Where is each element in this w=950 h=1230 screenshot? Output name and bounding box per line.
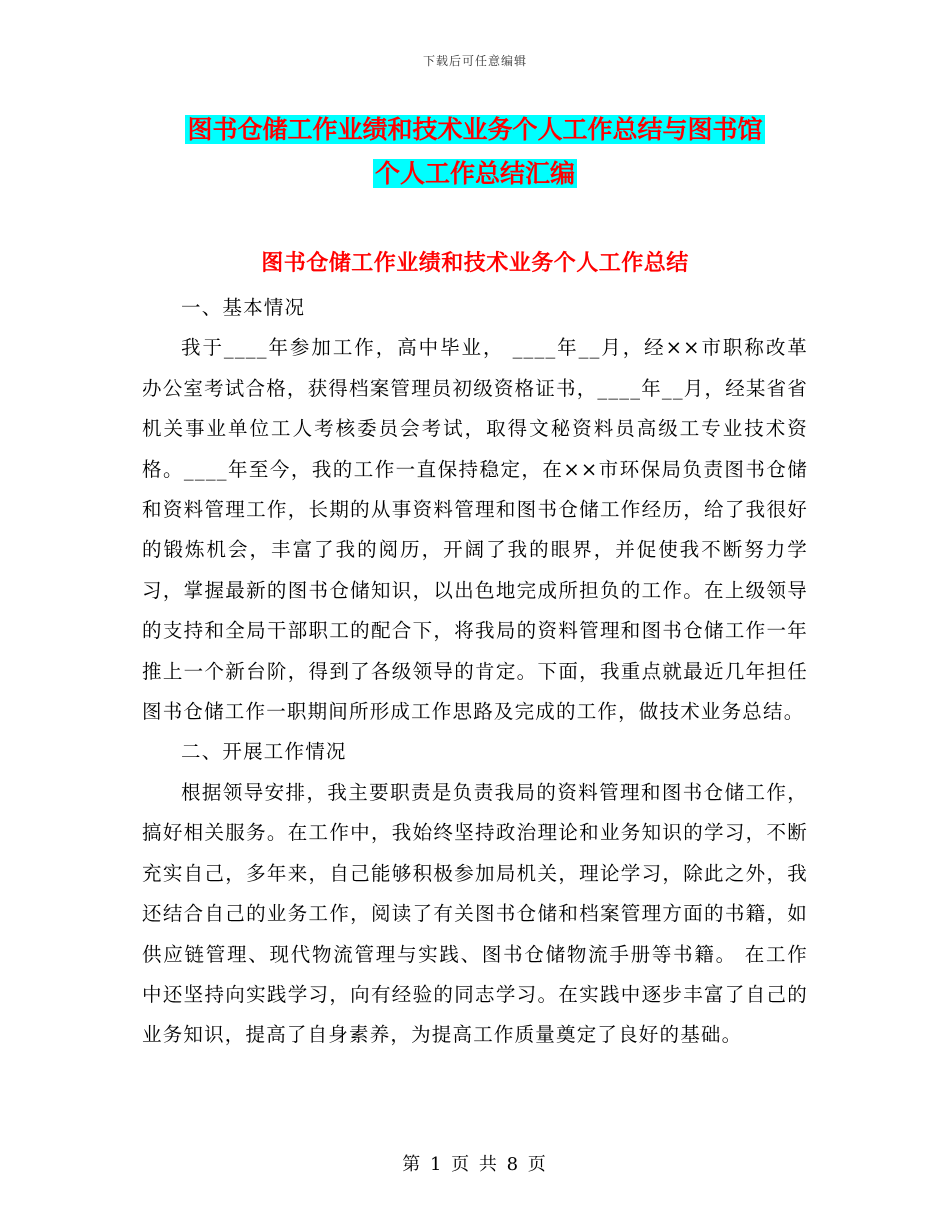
paragraph-work-status: 根据领导安排，我主要职责是负责我局的资料管理和图书仓储工作，搞好相关服务。在工作中，我始终坚持政治理论和业务知识的学习，不断充实自己，多年来，自己能够积极参加局机关，理论学习，除此之外，我还结合自己的业务工作，阅读了有关图书仓储和档案管理方面的书籍，如供应链管理、现代物流管理与实践、图书仓储物流手册等书籍。 在工作中还坚持向实践学习，向有经验的同志学习。在实践中逐步丰富了自己的业务知识，提高了自身素养，为提高工作质量奠定了良好的基础。	[142, 780, 808, 1047]
heading-basic-info: 一、基本情况	[181, 296, 306, 319]
body-text	[142, 288, 808, 1056]
page-footer: 第 1 页 共 8 页	[402, 1154, 548, 1175]
main-title	[140, 108, 810, 196]
heading-work-status: 二、开展工作情况	[181, 740, 347, 764]
main-title-line1: 图书仓储工作业绩和技术业务个人工作总结与图书馆	[187, 115, 763, 144]
main-title-line2: 个人工作总结汇编	[374, 159, 575, 188]
paragraph-basic-info: 我于____年参加工作，高中毕业， ____年__月，经××市职称改革办公室考试合格，获得档案管理员初级资格证书，____年__月，经某省省机关事业单位工人考核委员会考试，取得文秘资料员高级工专业技术资格。____年至今，我的工作一直保持稳定，在××市环保局负责图书仓储和资料管理工作，长期的从事资料管理和图书仓储工作经历，给了我很好的锻炼机会，丰富了我的阅历，开阔了我的眼界，并促使我不断努力学习，掌握最新的图书仓储知识，以出色地完成所担负的工作。在上级领导的支持和全局干部职工的配合下，将我局的资料管理和图书仓储工作一年推上一个新台阶，得到了各级领导的肯定。下面，我重点就最近几年担任图书仓储工作一职期间所形成工作思路及完成的工作，做技术业务总结。	[142, 336, 809, 724]
section-title: 图书仓储工作业绩和技术业务个人工作总结	[261, 250, 689, 276]
header-note: 下载后可任意编辑	[422, 54, 527, 68]
